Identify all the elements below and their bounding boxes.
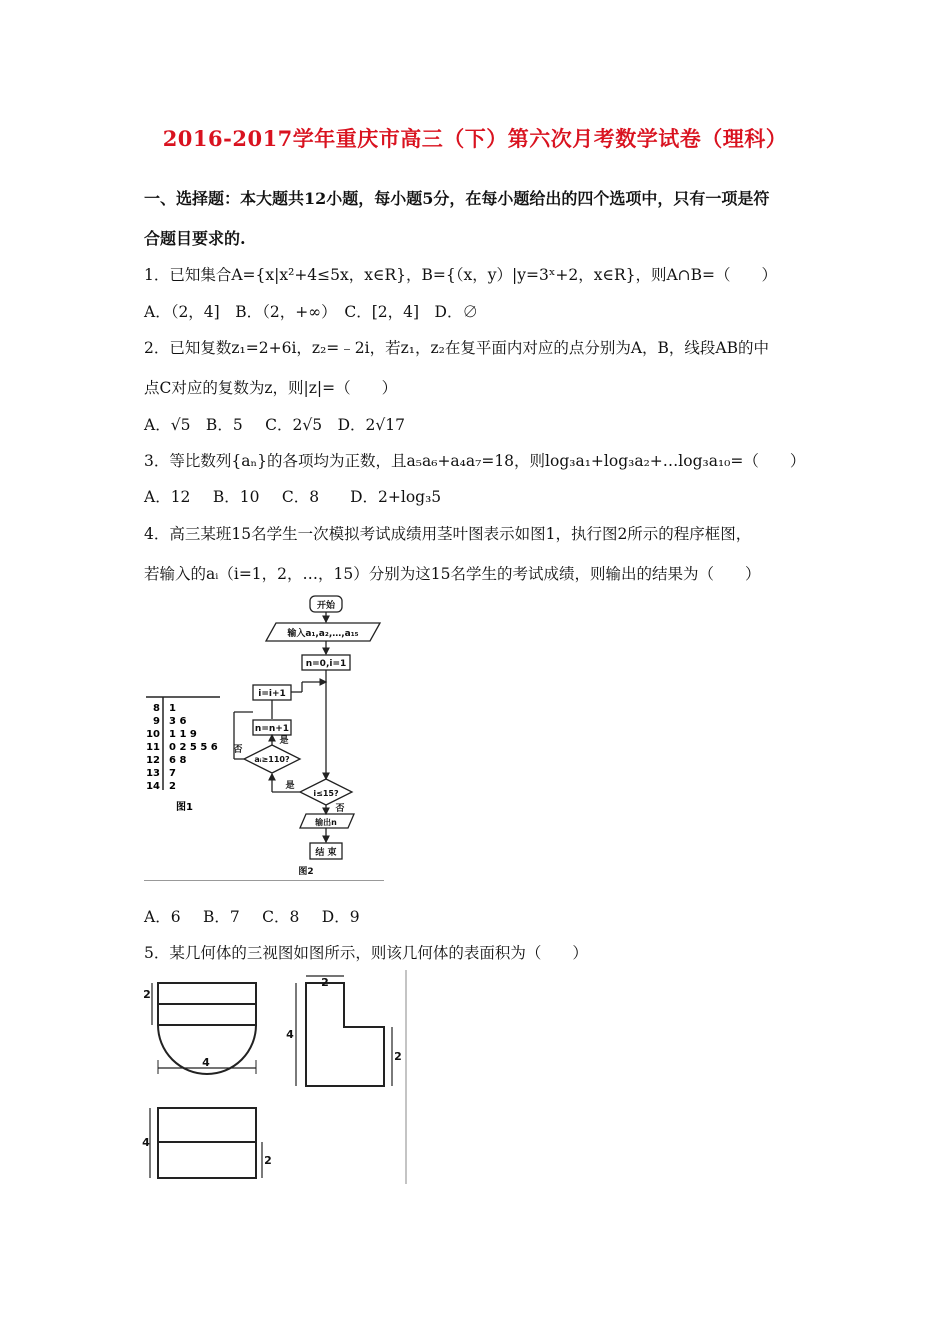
q5-stem: 5．某几何体的三视图如图所示，则该几何体的表面积为（ ） — [144, 944, 588, 962]
figure2-caption: 图2 — [298, 867, 314, 877]
q4-stem-line2: 若输入的aᵢ（i=1，2，…，15）分别为这15名学生的考试成绩，则输出的结果为（ ） — [144, 565, 761, 583]
stem-value: 12 — [146, 755, 160, 766]
section-heading-line1: 一、选择题：本大题共12小题，每小题5分，在每小题给出的四个选项中，只有一项是符 — [144, 189, 770, 208]
flow-input-label: 输入a₁,a₂,…,a₁₅ — [287, 629, 359, 639]
dim-label: 2 — [264, 1154, 272, 1167]
q3-stem: 3．等比数列{aₙ}的各项均为正数，且a₅a₆+a₄a₇=18，则log₃a₁+log₃a₂+…log₃a₁₀=（ ） — [144, 452, 806, 470]
leaf-values: 2 — [169, 781, 176, 792]
stem-value: 8 — [153, 703, 160, 714]
stem-value: 9 — [153, 716, 160, 727]
stem-leaf-figure — [144, 690, 224, 815]
q3-options: A．12 B．10 C．8 D．2+log₃5 — [144, 488, 442, 506]
q2-stem-line1: 2．已知复数z₁=2+6i，z₂=﹣2i，若z₁，z₂在复平面内对应的点分别为A，B，线段AB的中 — [144, 339, 770, 357]
q2-options: A．√5 B．5 C．2√5 D．2√17 — [144, 416, 405, 434]
flowchart-figure — [226, 592, 386, 884]
flow-no-label: 否 — [335, 804, 345, 814]
flow-no-label: 否 — [233, 745, 243, 755]
flow-init-label: n=0,i=1 — [305, 659, 347, 669]
flow-inc-i-label: i=i+1 — [258, 689, 286, 699]
dim-label: 4 — [286, 1028, 294, 1041]
flow-start-label: 开始 — [316, 601, 336, 611]
dim-label: 4 — [142, 1136, 150, 1149]
leaf-values: 6 8 — [169, 755, 187, 766]
leaf-values: 1 — [169, 703, 176, 714]
dim-label: 2 — [321, 976, 329, 989]
flow-output-label: 输出n — [315, 818, 337, 827]
flow-end-label: 结 束 — [315, 848, 337, 858]
stem-value: 14 — [146, 781, 160, 792]
q4-stem-line1: 4．高三某班15名学生一次模拟考试成绩用茎叶图表示如图1，执行图2所示的程序框图， — [144, 525, 752, 543]
q4-options: A．6 B．7 C．8 D．9 — [144, 908, 360, 926]
flow-yes-label: 是 — [279, 736, 289, 746]
leaf-values: 0 2 5 5 6 — [169, 742, 218, 753]
flow-inc-n-label: n=n+1 — [254, 724, 290, 734]
leaf-values: 1 1 9 — [169, 729, 197, 740]
q1-stem: 1．已知集合A={x|x²+4≤5x，x∈R}，B={（x，y）|y=3ˣ+2，x∈R}，则A∩B=（ ） — [144, 266, 778, 284]
q1-options: A．（2，4] B．（2，+∞） C．[2，4] D．∅ — [144, 303, 478, 321]
stem-value: 11 — [146, 742, 160, 753]
three-view-figure — [144, 970, 409, 1188]
figure-divider — [144, 880, 384, 881]
flow-cond2-label: i≤15? — [313, 789, 339, 798]
section-heading-line2: 合题目要求的. — [144, 229, 246, 248]
q2-stem-line2: 点C对应的复数为z，则|z|=（ ） — [144, 379, 398, 397]
flow-cond1-label: aᵢ≥110? — [254, 755, 290, 764]
dim-label: 4 — [202, 1056, 210, 1069]
stem-value: 10 — [146, 729, 160, 740]
figure1-caption: 图1 — [176, 802, 193, 813]
dim-label: 2 — [143, 988, 151, 1001]
leaf-values: 7 — [169, 768, 176, 779]
dim-label: 2 — [394, 1050, 402, 1063]
side-view-shape — [306, 983, 384, 1086]
flow-yes-label: 是 — [285, 781, 295, 791]
exam-title: 2016-2017学年重庆市高三（下）第六次月考数学试卷（理科） — [162, 126, 788, 151]
stem-value: 13 — [146, 768, 160, 779]
leaf-values: 3 6 — [169, 716, 187, 727]
